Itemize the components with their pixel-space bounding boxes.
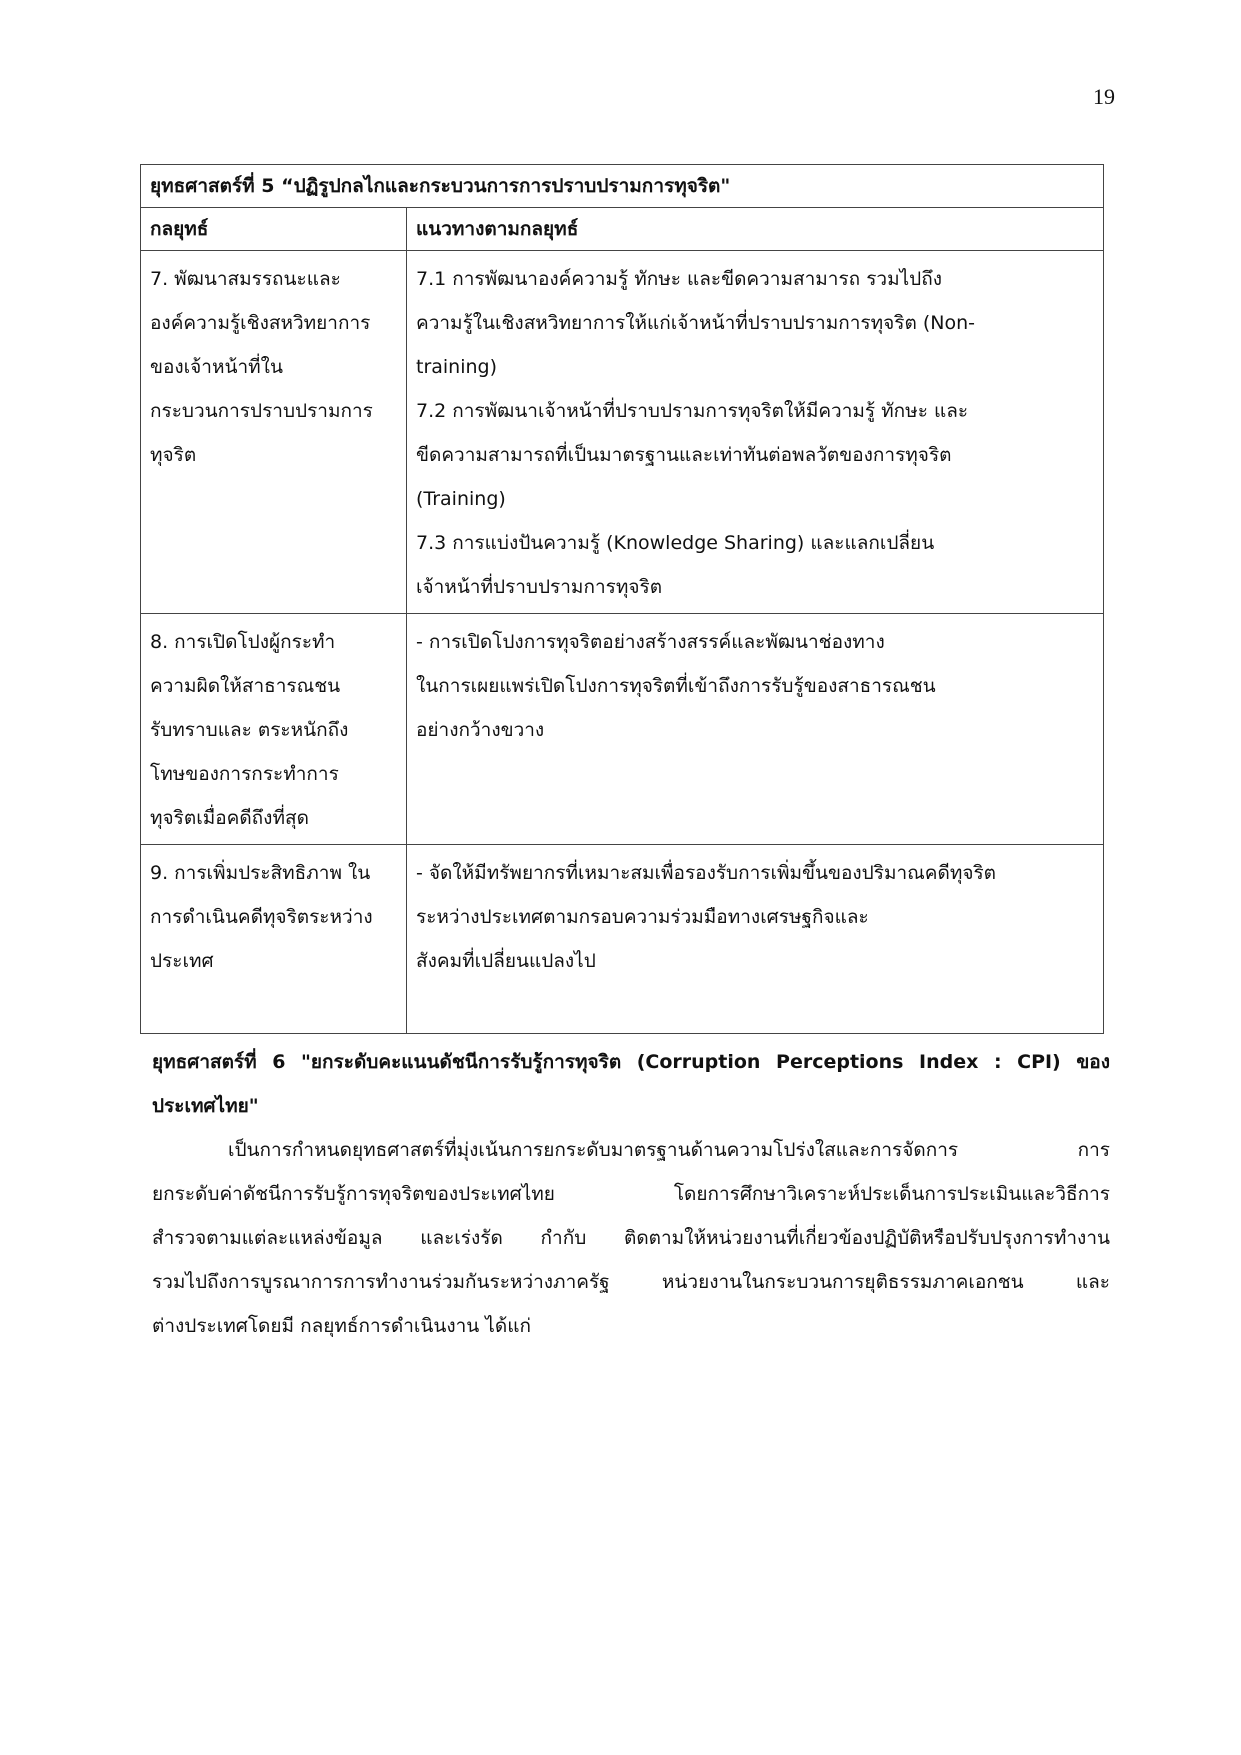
strategy-6-section	[152, 1040, 1110, 1348]
strategy-line: 8. การเปิดโปงผู้กระทำ	[150, 631, 336, 653]
paragraph-line: ยกระดับค่าดัชนีการรับรู้การทุจริตของประเทศไทย โดยการศึกษาวิเคราะห์ประเด็นการประเมินและวิธีการ	[152, 1183, 1110, 1205]
strategy-line: 9. การเพิ่มประสิทธิภาพ ใน	[150, 862, 371, 884]
guideline-line: ในการเผยแพร่เปิดโปงการทุจริตที่เข้าถึงการรับรู้ของสาธารณชน	[416, 675, 936, 697]
strategy-line: องค์ความรู้เชิงสหวิทยาการ	[150, 312, 371, 334]
table-title-row	[141, 165, 1104, 208]
paragraph-line: สำรวจตามแต่ละแหล่งข้อมูล และเร่งรัด กำกับ ติดตามให้หน่วยงานที่เกี่ยวข้องปฏิบัติหรือปรับปรุงการทำงาน	[152, 1227, 1110, 1249]
guideline-line: - จัดให้มีทรัพยากรที่เหมาะสมเพื่อรองรับการเพิ่มขึ้นของปริมาณคดีทุจริต	[416, 862, 997, 884]
table-title: ยุทธศาสตร์ที่ 5 “ปฏิรูปกลไกและกระบวนการการปราบปรามการทุจริต"	[141, 165, 1104, 208]
strategy-cell	[141, 845, 407, 1034]
header-strategy: กลยุทธ์	[141, 208, 407, 251]
paragraph-line: เป็นการกำหนดยุทธศาสตร์ที่มุ่งเน้นการยกระดับมาตรฐานด้านความโปร่งใสและการจัดการ การ	[228, 1139, 1110, 1161]
strategy-line: ทุจริต	[150, 444, 197, 466]
strategy-line: รับทราบและ ตระหนักถึง	[150, 719, 349, 741]
heading-line: ประเทศไทย"	[152, 1095, 259, 1117]
table-row	[141, 614, 1104, 845]
guideline-cell	[407, 845, 1104, 1034]
table-header-row	[141, 208, 1104, 251]
table-row	[141, 251, 1104, 614]
strategy-5-table	[140, 164, 1104, 1034]
strategy-line: 7. พัฒนาสมรรถนะและ	[150, 268, 341, 290]
strategy-line: ของเจ้าหน้าที่ใน	[150, 356, 283, 378]
guideline-line: 7.3 การแบ่งปันความรู้ (Knowledge Sharing) และแลกเปลี่ยน	[416, 532, 935, 554]
heading-line: ยุทธศาสตร์ที่ 6 "ยกระดับคะแนนดัชนีการรับรู้การทุจริต (Corruption Perceptions Index : CPI) ของ	[152, 1051, 1110, 1073]
guideline-line: 7.1 การพัฒนาองค์ความรู้ ทักษะ และขีดความสามารถ รวมไปถึง	[416, 268, 942, 290]
guideline-line: ระหว่างประเทศตามกรอบความร่วมมือทางเศรษฐกิจและ	[416, 906, 869, 928]
guideline-line: อย่างกว้างขวาง	[416, 719, 545, 741]
strategy-cell	[141, 614, 407, 845]
guideline-line: (Training)	[416, 488, 506, 510]
strategy-line: ประเทศ	[150, 950, 214, 972]
header-guideline: แนวทางตามกลยุทธ์	[407, 208, 1104, 251]
section-paragraph	[152, 1128, 1110, 1348]
section-heading	[152, 1040, 1110, 1128]
guideline-cell	[407, 614, 1104, 845]
guideline-cell	[407, 251, 1104, 614]
guideline-line: - การเปิดโปงการทุจริตอย่างสร้างสรรค์และพัฒนาช่องทาง	[416, 631, 885, 653]
paragraph-line: ต่างประเทศโดยมี กลยุทธ์การดำเนินงาน ได้แก่	[152, 1315, 531, 1337]
strategy-line: ทุจริตเมื่อคดีถึงที่สุด	[150, 807, 309, 829]
guideline-line: เจ้าหน้าที่ปราบปรามการทุจริต	[416, 576, 663, 598]
strategy-cell	[141, 251, 407, 614]
page-number: 19	[1093, 84, 1115, 109]
guideline-line: ความรู้ในเชิงสหวิทยาการให้แก่เจ้าหน้าที่ปราบปรามการทุจริต (Non-	[416, 312, 975, 334]
guideline-line: ขีดความสามารถที่เป็นมาตรฐานและเท่าทันต่อพลวัตของการทุจริต	[416, 444, 952, 466]
guideline-line: training)	[416, 356, 498, 378]
guideline-line: 7.2 การพัฒนาเจ้าหน้าที่ปราบปรามการทุจริตให้มีความรู้ ทักษะ และ	[416, 400, 969, 422]
strategy-line: ความผิดให้สาธารณชน	[150, 675, 341, 697]
strategy-line: กระบวนการปราบปรามการ	[150, 400, 373, 422]
strategy-line: โทษของการกระทำการ	[150, 763, 339, 785]
guideline-line: สังคมที่เปลี่ยนแปลงไป	[416, 950, 596, 972]
table-row	[141, 845, 1104, 1034]
paragraph-line: รวมไปถึงการบูรณาการการทำงานร่วมกันระหว่างภาครัฐ หน่วยงานในกระบวนการยุติธรรมภาคเอกชน และ	[152, 1271, 1110, 1293]
strategy-line: การดำเนินคดีทุจริตระหว่าง	[150, 906, 373, 928]
